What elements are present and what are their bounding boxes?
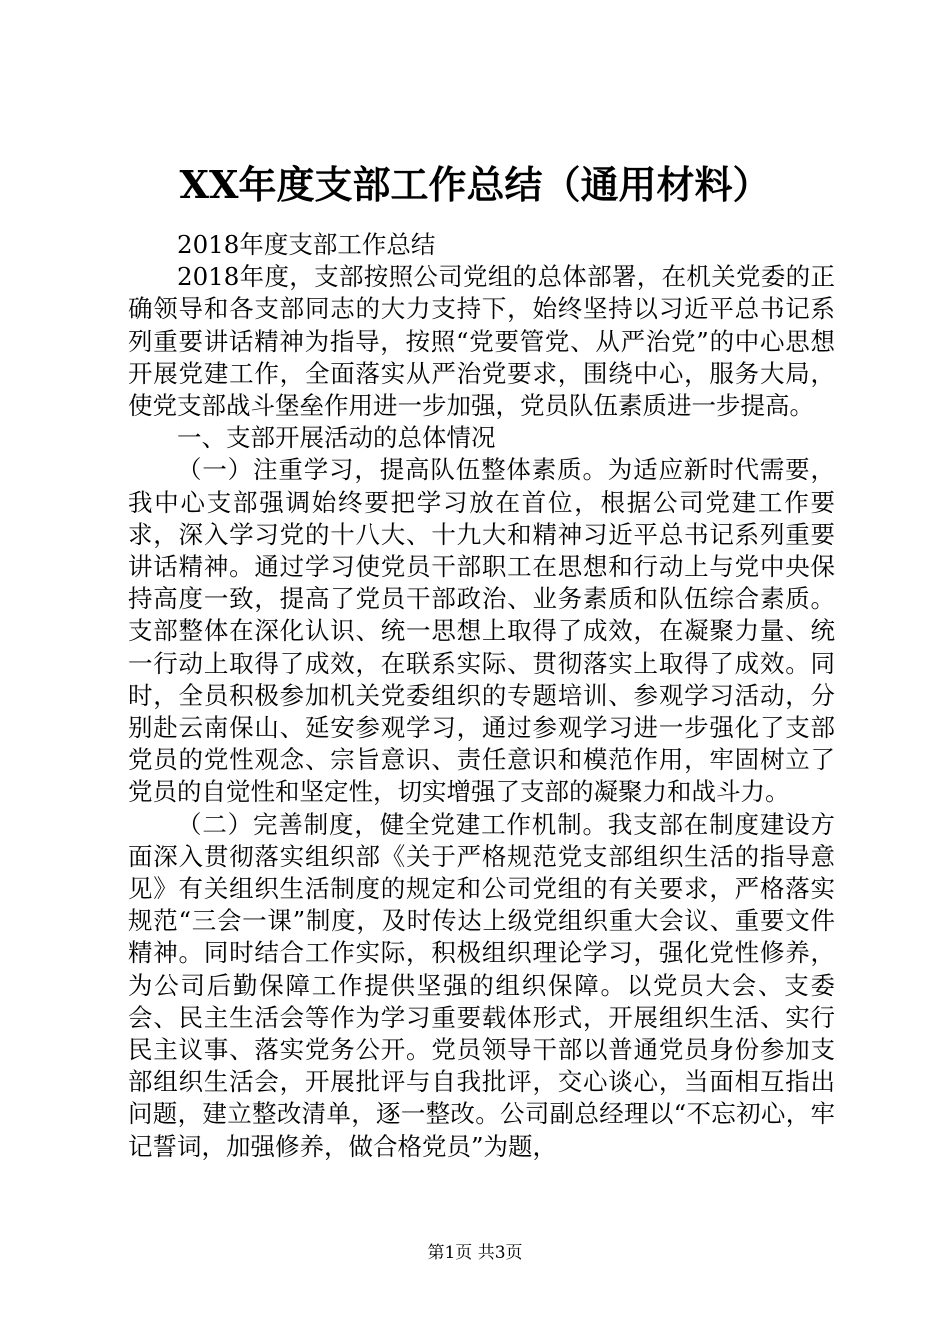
paragraph-subtitle: 2018年度支部工作总结 xyxy=(177,230,436,259)
paragraph-system: （二）完善制度，健全党建工作机制。我支部在制度建设方面深入贯彻落实组织部《关于严格规范党支部组织生活的指导意见》有关组织生活制度的规定和公司党组的有关要求，严格落实规范“三会一课”制度，及时传达上级党组织重大会议、重要文件精神。同时结合工作实际，积极组织理论学习，强化党性修养，为公司后勤保障工作提供坚强的组织保障。以党员大会、支委会、民主生活会等作为学习重要载体形式，开展组织生活、实行民主议事、落实党务公开。党员领导干部以普通党员身份参加支部组织生活会，开展批评与自我批评，交心谈心，当面相互指出问题，建立整改清单，逐一整改。公司副总经理以“不忘初心，牢记誓词，加强修养，做合格党员”为题， xyxy=(128,809,835,1161)
paragraph-intro: 2018年度，支部按照公司党组的总体部署，在机关党委的正确领导和各支部同志的大力支持下，始终坚持以习近平总书记系列重要讲话精神为指导，按照“党要管党、从严治党”的中心思想开展党建工作，全面落实从严治党要求，围绕中心，服务大局，使党支部战斗堡垒作用进一步加强，党员队伍素质进一步提高。 xyxy=(128,262,835,421)
paragraph-study: （一）注重学习，提高队伍整体素质。为适应新时代需要，我中心支部强调始终要把学习放在首位，根据公司党建工作要求，深入学习党的十八大、十九大和精神习近平总书记系列重要讲话精神。通过学习使党员干部职工在思想和行动上与党中央保持高度一致，提高了党员干部政治、业务素质和队伍综合素质。支部整体在深化认识、统一思想上取得了成效，在凝聚力量、统一行动上取得了成效，在联系实际、贯彻落实上取得了成效。同时，全员积极参加机关党委组织的专题培训、参观学习活动，分别赴云南保山、延安参观学习，通过参观学习进一步强化了支部党员的党性观念、宗旨意识、责任意识和模范作用，牢固树立了党员的自觉性和坚定性，切实增强了支部的凝聚力和战斗力。 xyxy=(128,455,835,807)
document-body xyxy=(128,229,835,1163)
document-title: XX年度支部工作总结（通用材料） xyxy=(179,162,771,207)
section-heading: 一、支部开展活动的总体情况 xyxy=(177,423,496,453)
page-footer: 第1页 共3页 xyxy=(427,1243,523,1263)
